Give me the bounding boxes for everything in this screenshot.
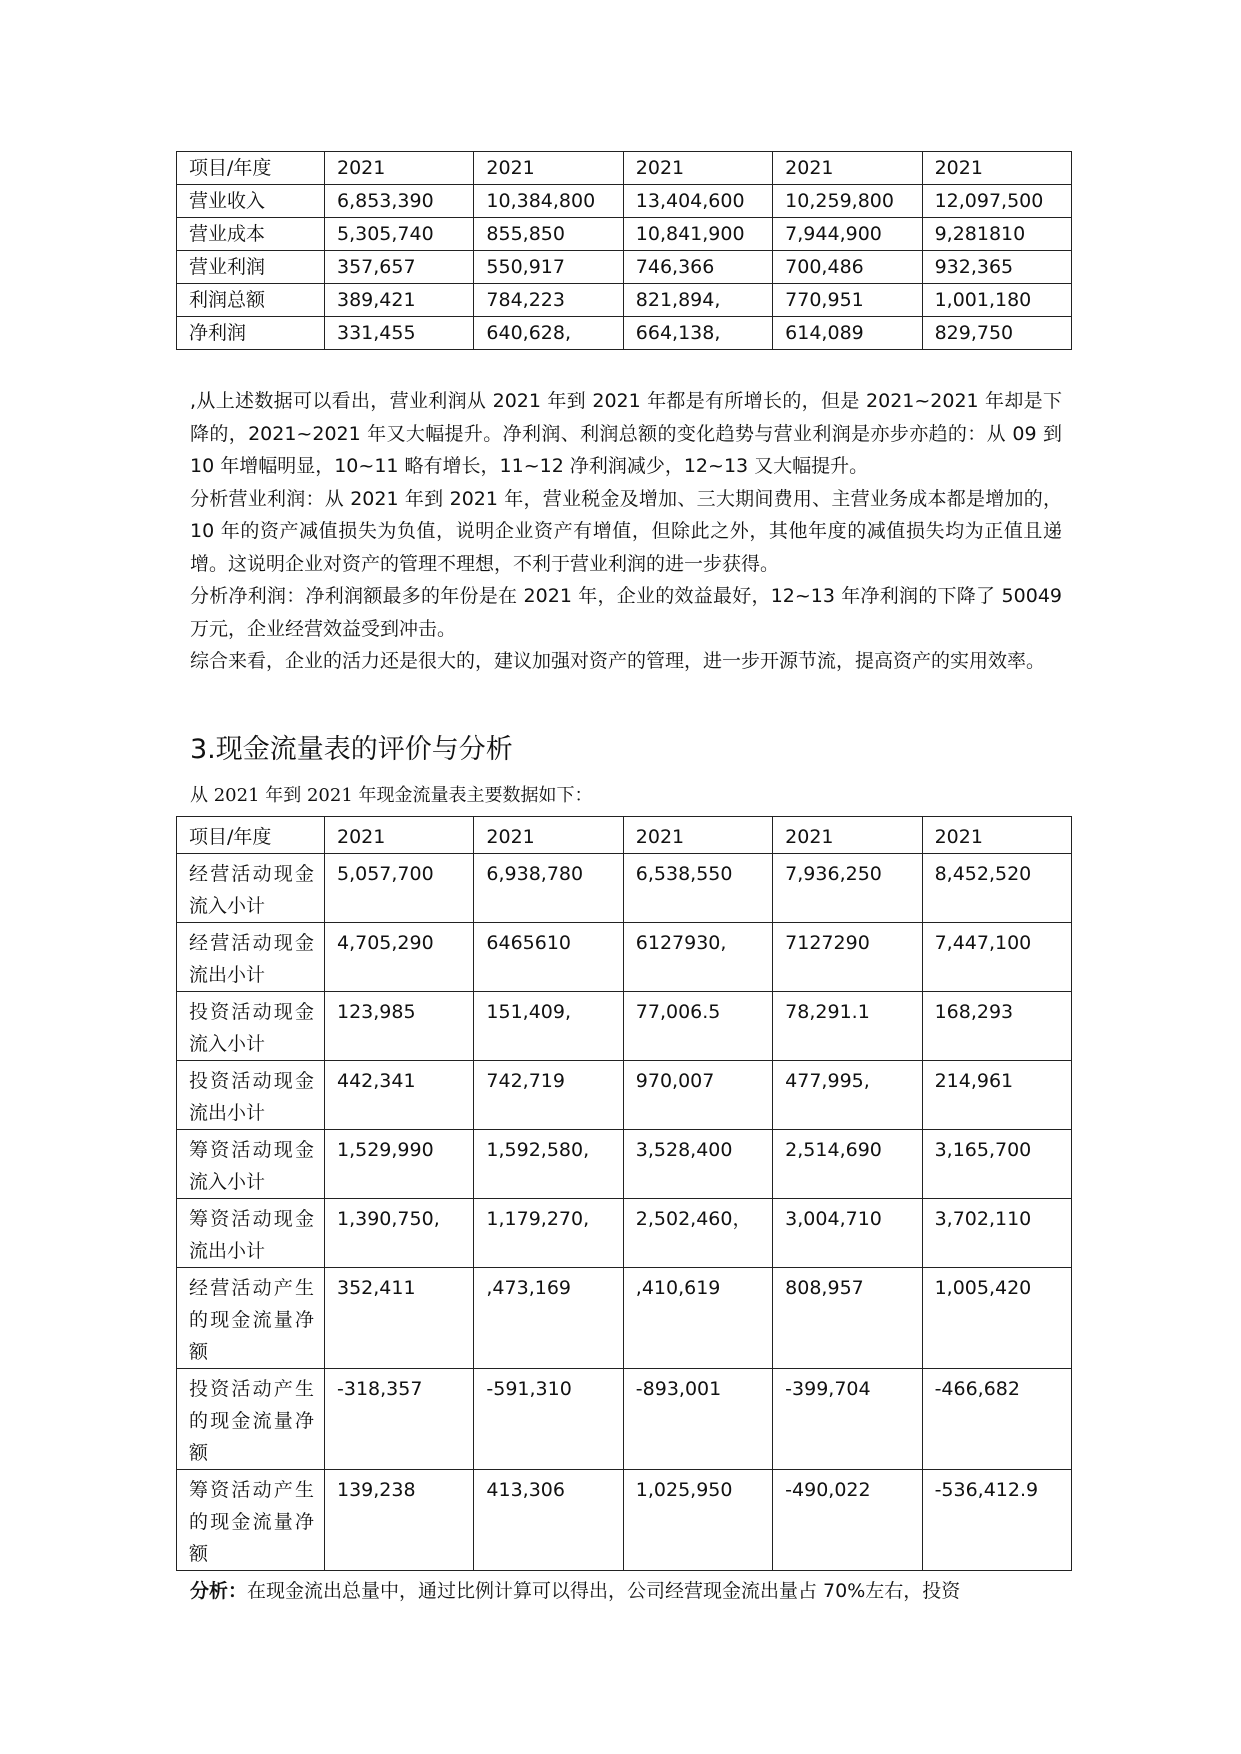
section-heading: 3.现金流量表的评价与分析	[190, 734, 513, 765]
value-cell: 151,409,	[474, 992, 623, 1061]
table-row	[177, 218, 1072, 251]
row-label-cell: 营业成本	[177, 218, 325, 251]
value-cell: 8,452,520	[922, 854, 1071, 923]
value-cell: ,473,169	[474, 1268, 623, 1369]
value-cell: 389,421	[325, 284, 474, 317]
value-cell: 746,366	[623, 251, 772, 284]
value-cell: 640,628,	[474, 317, 623, 350]
table-row	[177, 1369, 1072, 1470]
value-cell: 352,411	[325, 1268, 474, 1369]
value-cell: 357,657	[325, 251, 474, 284]
value-cell: -591,310	[474, 1369, 623, 1470]
value-cell: 168,293	[922, 992, 1071, 1061]
row-label-cell: 经营活动产生的现金流量净额	[177, 1268, 325, 1369]
value-cell: 1,001,180	[922, 284, 1071, 317]
value-cell: 2021	[325, 152, 474, 185]
table-row	[177, 854, 1072, 923]
row-label-cell: 项目/年度	[177, 817, 325, 854]
value-cell: 442,341	[325, 1061, 474, 1130]
table-row	[177, 1130, 1072, 1199]
value-cell: 7,936,250	[773, 854, 922, 923]
value-cell: 770,951	[773, 284, 922, 317]
analysis-line	[190, 1575, 1062, 1608]
value-cell: 2021	[623, 152, 772, 185]
value-cell: 2021	[474, 817, 623, 854]
value-cell: 2021	[773, 817, 922, 854]
value-cell: 12,097,500	[922, 185, 1071, 218]
table-row	[177, 317, 1072, 350]
row-label-cell: 营业收入	[177, 185, 325, 218]
value-cell: -893,001	[623, 1369, 772, 1470]
value-cell: -318,357	[325, 1369, 474, 1470]
value-cell: 2021	[623, 817, 772, 854]
value-cell: 2021	[773, 152, 922, 185]
value-cell: 829,750	[922, 317, 1071, 350]
value-cell: 2021	[922, 152, 1071, 185]
table-header-row	[177, 817, 1072, 854]
value-cell: 413,306	[474, 1470, 623, 1571]
value-cell: 214,961	[922, 1061, 1071, 1130]
income-table	[176, 151, 1072, 350]
value-cell: 742,719	[474, 1061, 623, 1130]
table-row	[177, 251, 1072, 284]
value-cell: 139,238	[325, 1470, 474, 1571]
row-label-cell: 项目/年度	[177, 152, 325, 185]
value-cell: 932,365	[922, 251, 1071, 284]
value-cell: 664,138,	[623, 317, 772, 350]
row-label-cell: 净利润	[177, 317, 325, 350]
value-cell: 10,259,800	[773, 185, 922, 218]
table-row	[177, 284, 1072, 317]
value-cell: -490,022	[773, 1470, 922, 1571]
row-label-cell: 经营活动现金流入小计	[177, 854, 325, 923]
cash-flow-table	[176, 816, 1072, 1571]
table-row	[177, 1061, 1072, 1130]
value-cell: 1,025,950	[623, 1470, 772, 1571]
analysis-label: 分析：	[190, 1580, 248, 1602]
value-cell: 123,985	[325, 992, 474, 1061]
row-label-cell: 筹资活动现金流出小计	[177, 1199, 325, 1268]
value-cell: 5,057,700	[325, 854, 474, 923]
analysis-paragraphs	[190, 385, 1062, 678]
row-label-cell: 利润总额	[177, 284, 325, 317]
row-label-cell: 投资活动现金流出小计	[177, 1061, 325, 1130]
value-cell: 6,853,390	[325, 185, 474, 218]
value-cell: 700,486	[773, 251, 922, 284]
value-cell: -536,412.9	[922, 1470, 1071, 1571]
value-cell: 5,305,740	[325, 218, 474, 251]
analysis-text: 在现金流出总量中，通过比例计算可以得出，公司经营现金流出量占 70%左右，投资	[247, 1580, 961, 1602]
table-row	[177, 1470, 1072, 1571]
value-cell: 13,404,600	[623, 185, 772, 218]
paragraph-summary: 综合来看，企业的活力还是很大的，建议加强对资产的管理，进一步开源节流，提高资产的实用效率。	[190, 650, 1046, 672]
value-cell: 7,447,100	[922, 923, 1071, 992]
value-cell: 808,957	[773, 1268, 922, 1369]
value-cell: 77,006.5	[623, 992, 772, 1061]
value-cell: 2,514,690	[773, 1130, 922, 1199]
value-cell: 2021	[474, 152, 623, 185]
value-cell: 1,592,580,	[474, 1130, 623, 1199]
value-cell: 1,390,750,	[325, 1199, 474, 1268]
value-cell: 1,179,270,	[474, 1199, 623, 1268]
value-cell: 10,384,800	[474, 185, 623, 218]
value-cell: 2021	[325, 817, 474, 854]
value-cell: 3,528,400	[623, 1130, 772, 1199]
value-cell: 784,223	[474, 284, 623, 317]
value-cell: 614,089	[773, 317, 922, 350]
value-cell: 7,944,900	[773, 218, 922, 251]
value-cell: 970,007	[623, 1061, 772, 1130]
row-label-cell: 经营活动现金流出小计	[177, 923, 325, 992]
value-cell: 4,705,290	[325, 923, 474, 992]
value-cell: 3,004,710	[773, 1199, 922, 1268]
value-cell: 6127930,	[623, 923, 772, 992]
value-cell: 6,538,550	[623, 854, 772, 923]
value-cell: ,410,619	[623, 1268, 772, 1369]
value-cell: 7127290	[773, 923, 922, 992]
value-cell: 2,502,460，	[623, 1199, 772, 1268]
value-cell: 78,291.1	[773, 992, 922, 1061]
paragraph-operating-profit: 分析营业利润：从 2021 年到 2021 年，营业税金及增加、三大期间费用、主营业务成本都是增加的，10 年的资产减值损失为负值，说明企业资产有增值，但除此之外，其他年度的减值损失均为正值且递增。这说明企业对资产的管理不理想，不利于营业利润的进一步获得。	[190, 487, 1062, 575]
value-cell: 3,702,110	[922, 1199, 1071, 1268]
value-cell: 855,850	[474, 218, 623, 251]
value-cell: 2021	[922, 817, 1071, 854]
row-label-cell: 筹资活动现金流入小计	[177, 1130, 325, 1199]
paragraph-net-profit: 分析净利润：净利润额最多的年份是在 2021 年，企业的效益最好，12~13 年净利润的下降了 50049 万元，企业经营效益受到冲击。	[190, 585, 1062, 640]
value-cell: 3,165,700	[922, 1130, 1071, 1199]
value-cell: 477,995,	[773, 1061, 922, 1130]
row-label-cell: 投资活动现金流入小计	[177, 992, 325, 1061]
value-cell: 1,529,990	[325, 1130, 474, 1199]
value-cell: 6465610	[474, 923, 623, 992]
row-label-cell: 筹资活动产生的现金流量净额	[177, 1470, 325, 1571]
table-header-row	[177, 152, 1072, 185]
row-label-cell: 投资活动产生的现金流量净额	[177, 1369, 325, 1470]
value-cell: -399,704	[773, 1369, 922, 1470]
row-label-cell: 营业利润	[177, 251, 325, 284]
table-row	[177, 185, 1072, 218]
table-intro: 从 2021 年到 2021 年现金流量表主要数据如下：	[190, 785, 593, 806]
table-row	[177, 1199, 1072, 1268]
value-cell: 1,005,420	[922, 1268, 1071, 1369]
value-cell: -466,682	[922, 1369, 1071, 1470]
paragraph-trend: ,从上述数据可以看出，营业利润从 2021 年到 2021 年都是有所增长的，但是 2021~2021 年却是下降的，2021~2021 年又大幅提升。净利润、利润总额的变化趋势与营业利润是亦步亦趋的：从 09 到 10 年增幅明显，10~11 略有增长，11~12 净利润减少，12~13 又大幅提升。	[190, 390, 1062, 477]
value-cell: 550,917	[474, 251, 623, 284]
table-row	[177, 1268, 1072, 1369]
value-cell: 10,841,900	[623, 218, 772, 251]
value-cell: 331,455	[325, 317, 474, 350]
table-row	[177, 923, 1072, 992]
table-row	[177, 992, 1072, 1061]
value-cell: 6,938,780	[474, 854, 623, 923]
value-cell: 821,894,	[623, 284, 772, 317]
value-cell: 9,281810	[922, 218, 1071, 251]
